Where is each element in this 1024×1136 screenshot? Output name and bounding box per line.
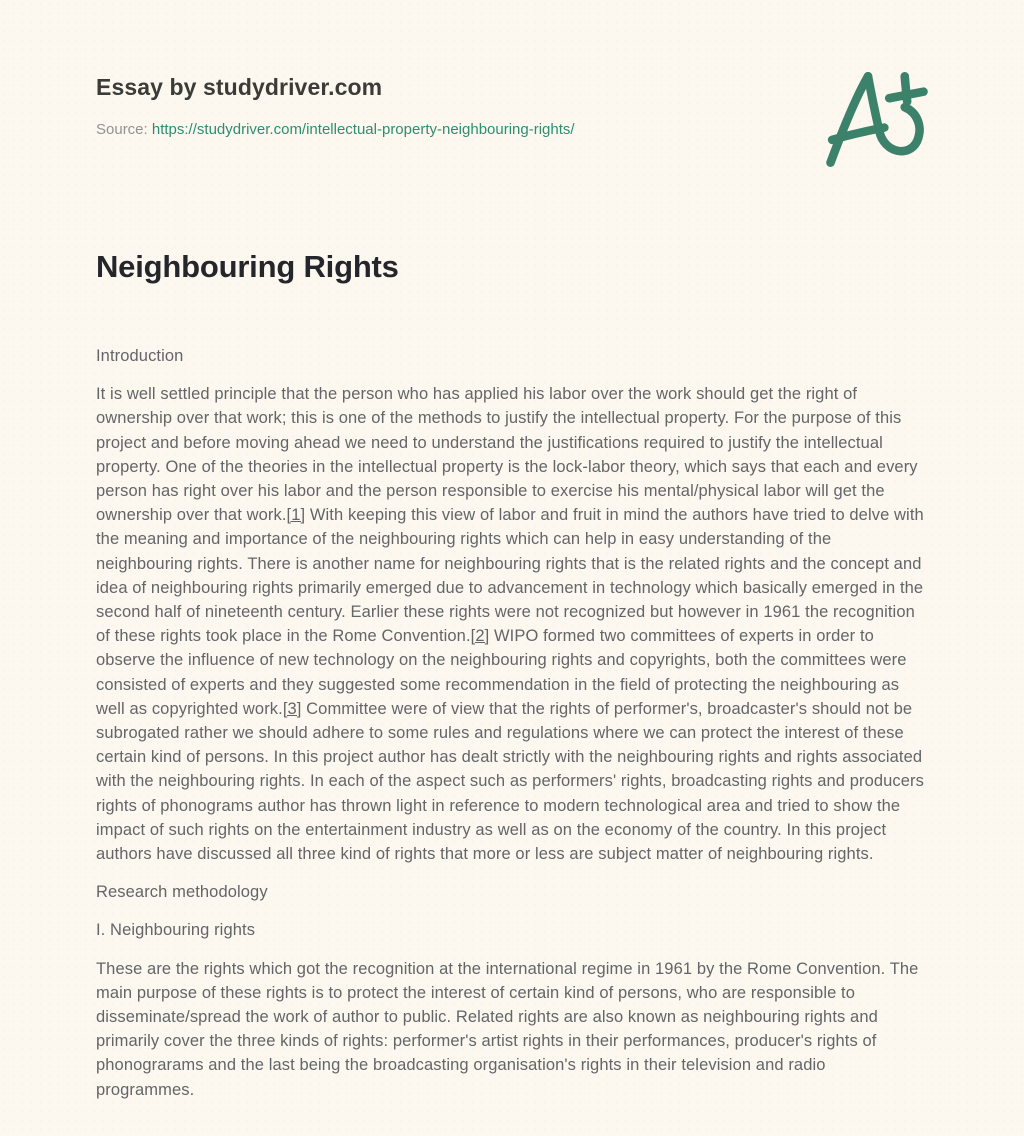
introduction-paragraph — [96, 382, 928, 866]
footnote-ref-1[interactable]: [1] — [286, 506, 306, 525]
paragraph-text: With keeping this view of labor and fruit in mind the authors have tried to delve with the meaning and importance of the neighbouring rights which can help in easy understanding of the neighbouring rights. There is another name for neighbouring rights that is the related rights and the concept and idea of neighbouring rights primarily emerged due to advancement in technology which basically emerged in the second half of nineteenth century. Earlier these rights were not recognized but however in 1961 the recognition of these rights took place in the Rome Convention. — [96, 506, 924, 646]
neighbouring-rights-paragraph: These are the rights which got the recognition at the international regime in 1961 by the Rome Convention. The main purpose of these rights is to protect the interest of certain kind of persons, who are responsible to disseminate/spread the work of author to public. Related rights are also known as neighbouring rights and primarily cover the three kinds of rights: performer's artist rights in their performances, producer's rights of phonograrams and the last being the broadcasting organisation's rights in their television and radio programmes. — [96, 959, 919, 1099]
paragraph-text: It is well settled principle that the person who has applied his labor over the work should get the right of ownership over that work; this is one of the methods to justify the intellectual property. For the purpose of this project and before moving ahead we need to understand the justifications required to justify the intellectual property. One of the theories in the intellectual property is the lock-labor theory, which says that each and every person has right over his labor and the person responsible to exercise his mental/physical labor will get the ownership over that work. — [96, 385, 918, 525]
bottom-spacer — [96, 1116, 928, 1136]
source-label: Source: — [96, 121, 148, 138]
studydriver-a-plus-logo — [824, 66, 930, 168]
footnote-ref-3[interactable]: [3] — [282, 699, 302, 718]
source-link[interactable] — [152, 121, 575, 138]
paragraph-text: WIPO formed two committees of experts in order to observe the influence of new technology on the neighbouring rights and copyrights, both the committees were consisted of experts and they suggested some recommendation in the field of protecting the neighbouring as well as copyrighted work. — [96, 627, 907, 718]
section-heading-neighbouring-rights: I. Neighbouring rights — [96, 921, 256, 940]
essay-title: Neighbouring Rights — [96, 249, 399, 284]
a-plus-logo-icon — [824, 66, 930, 168]
page-header-title: Essay by studydriver.com — [96, 74, 383, 100]
section-heading-introduction: Introduction — [96, 347, 184, 365]
source-url-text[interactable]: https://studydriver.com/intellectual-property-neighbouring-rights/ — [151, 121, 575, 138]
page-header — [96, 0, 928, 138]
section-heading-research-methodology: Research methodology — [96, 883, 268, 902]
source-line — [96, 121, 928, 138]
paragraph-text: Committee were of view that the rights of performer's, broadcaster's should not be subrogated rather we should adhere to some rules and regulations where we can protect the interest of these certain kind of persons. In this project author has dealt strictly with the neighbouring rights and rights associated with the neighbouring rights. In each of the aspect such as performers' rights, broadcasting rights and producers rights of phonograms author has thrown light in reference to modern technological area and tried to show the impact of such rights on the entertainment industry as well as on the economy of the country. In this project authors have discussed all three kind of rights that more or less are subject matter of neighbouring rights. — [96, 699, 924, 864]
footnote-ref-2[interactable]: [2] — [470, 627, 490, 646]
